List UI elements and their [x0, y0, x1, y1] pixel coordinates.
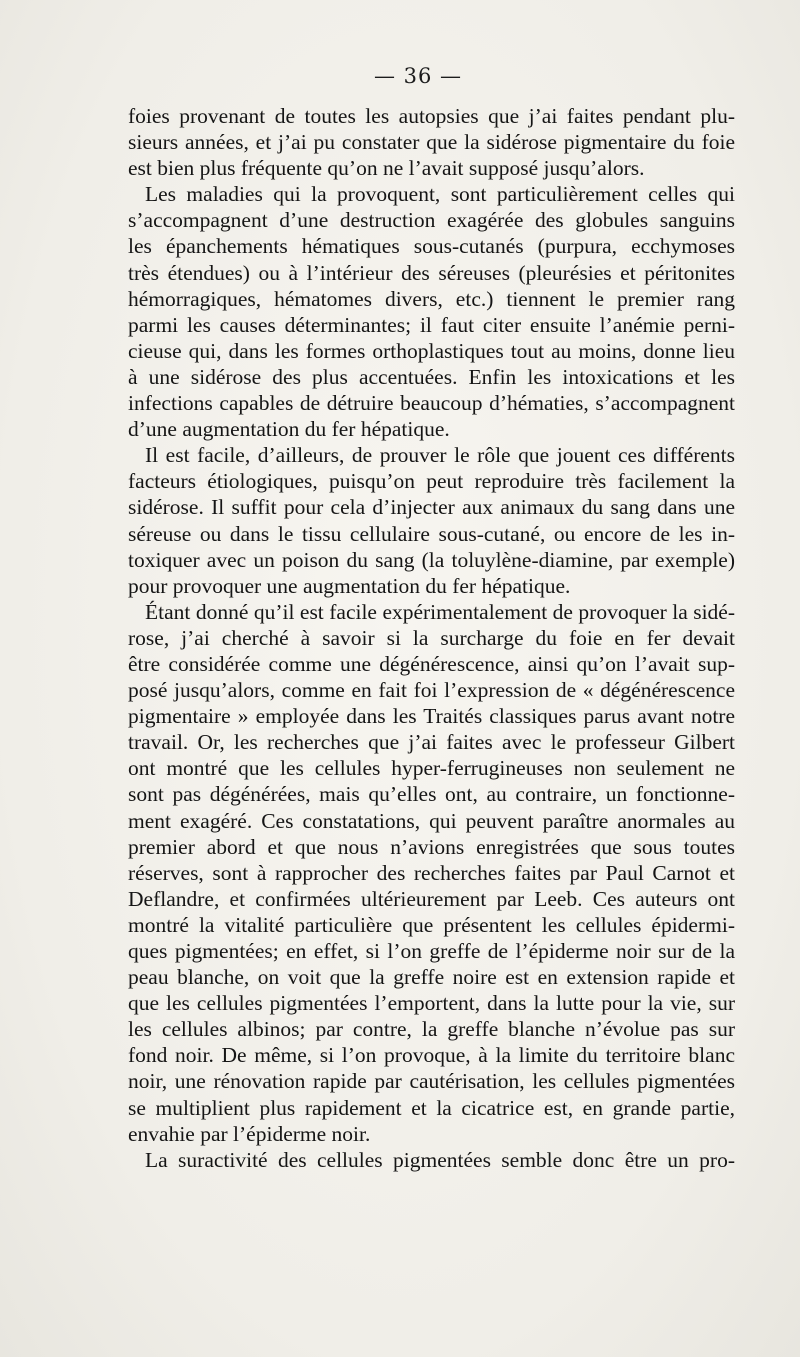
text-line: les épanchements hématiques sous-cutanés (purpura, ecchymoses [128, 234, 735, 259]
text-line: noir, une rénovation rapide par cautérisation, les cellules pigmentées [128, 1069, 735, 1094]
text-line: envahie par l’épiderme noir. [128, 1121, 371, 1146]
body-text [128, 103, 735, 1173]
text-line: La suractivité des cellules pigmentées semble donc être un pro- [145, 1147, 735, 1172]
text-line: très étendues) ou à l’intérieur des séreuses (pleurésies et péritonites [128, 260, 735, 285]
text-line: se multiplient plus rapidement et la cicatrice est, en grande partie, [128, 1095, 735, 1120]
text-line: Deflandre, et confirmées ultérieurement par Leeb. Ces auteurs ont [128, 886, 735, 911]
paragraph [128, 599, 735, 1147]
text-line: ont montré que les cellules hyper-ferrugineuses non seulement ne [128, 756, 735, 781]
text-line: posé jusqu’alors, comme en fait foi l’expression de « dégénérescence [128, 678, 735, 703]
text-line: premier abord et que nous n’avions enregistrées que sous toutes [128, 834, 735, 859]
text-line: peau blanche, on voit que la greffe noire est en extension rapide et [128, 965, 735, 990]
text-line: parmi les causes déterminantes; il faut citer ensuite l’anémie perni- [128, 312, 735, 337]
text-line: montré la vitalité particulière que présentent les cellules épidermi- [128, 912, 735, 937]
text-line: d’une augmentation du fer hépatique. [128, 417, 450, 442]
paragraph [128, 103, 735, 181]
text-line: Les maladies qui la provoquent, sont particulièrement celles qui [145, 182, 735, 207]
text-line: infections capables de détruire beaucoup d’hématies, s’accompagnent [128, 391, 735, 416]
text-line: toxiquer avec un poison du sang (la toluylène-diamine, par exemple) [128, 547, 735, 572]
text-line: séreuse ou dans le tissu cellulaire sous-cutané, ou encore de les in- [128, 521, 735, 546]
text-line: sont pas dégénérées, mais qu’elles ont, au contraire, un fonctionne- [128, 782, 735, 807]
text-line: que les cellules pigmentées l’emportent, dans la lutte pour la vie, sur [128, 991, 735, 1016]
text-line: à une sidérose des plus accentuées. Enfin les intoxications et les [128, 364, 735, 389]
text-line: pigmentaire » employée dans les Traités classiques parus avant notre [128, 704, 735, 729]
text-line: Étant donné qu’il est facile expérimentalement de provoquer la sidé- [145, 599, 735, 624]
paragraph [128, 442, 735, 599]
paragraph [128, 181, 735, 442]
text-line: les cellules albinos; par contre, la greffe blanche n’évolue pas sur [128, 1017, 735, 1042]
text-line: ques pigmentées; en effet, si l’on greffe de l’épiderme noir sur de la [128, 939, 735, 963]
text-line: cieuse qui, dans les formes orthoplastiques tout au moins, donne lieu [128, 338, 735, 363]
text-line: être considérée comme une dégénérescence, ainsi qu’on l’avait sup- [128, 651, 735, 676]
text-line: sieurs années, et j’ai pu constater que la sidérose pigmentaire du foie [128, 130, 735, 155]
text-line: s’accompagnent d’une destruction exagérée des globules sanguins [128, 208, 735, 233]
text-line: est bien plus fréquente qu’on ne l’avait supposé jusqu’alors. [128, 156, 645, 181]
text-line: foies provenant de toutes les autopsies que j’ai faites pendant plu- [128, 104, 735, 128]
paragraph [128, 1147, 735, 1173]
text-line: ment exagéré. Ces constatations, qui peuvent paraître anormales au [128, 808, 735, 833]
text-line: pour provoquer une augmentation du fer hépatique. [128, 573, 571, 598]
text-line: réserves, sont à rapprocher des recherches faites par Paul Carnot et [128, 860, 735, 885]
text-line: facteurs étiologiques, puisqu’on peut reproduire très facilement la [128, 469, 735, 494]
page-number: — 36 — [373, 64, 463, 88]
text-line: rose, j’ai cherché à savoir si la surcharge du foie en fer devait [128, 625, 735, 650]
text-line: sidérose. Il suffit pour cela d’injecter aux animaux du sang dans une [128, 495, 735, 520]
text-line: fond noir. De même, si l’on provoque, à la limite du territoire blanc [128, 1043, 735, 1068]
text-line: travail. Or, les recherches que j’ai faites avec le professeur Gilbert [128, 730, 735, 755]
text-line: hémorragiques, hématomes divers, etc.) tiennent le premier rang [128, 286, 735, 311]
text-line: Il est facile, d’ailleurs, de prouver le rôle que jouent ces différents [145, 443, 735, 468]
